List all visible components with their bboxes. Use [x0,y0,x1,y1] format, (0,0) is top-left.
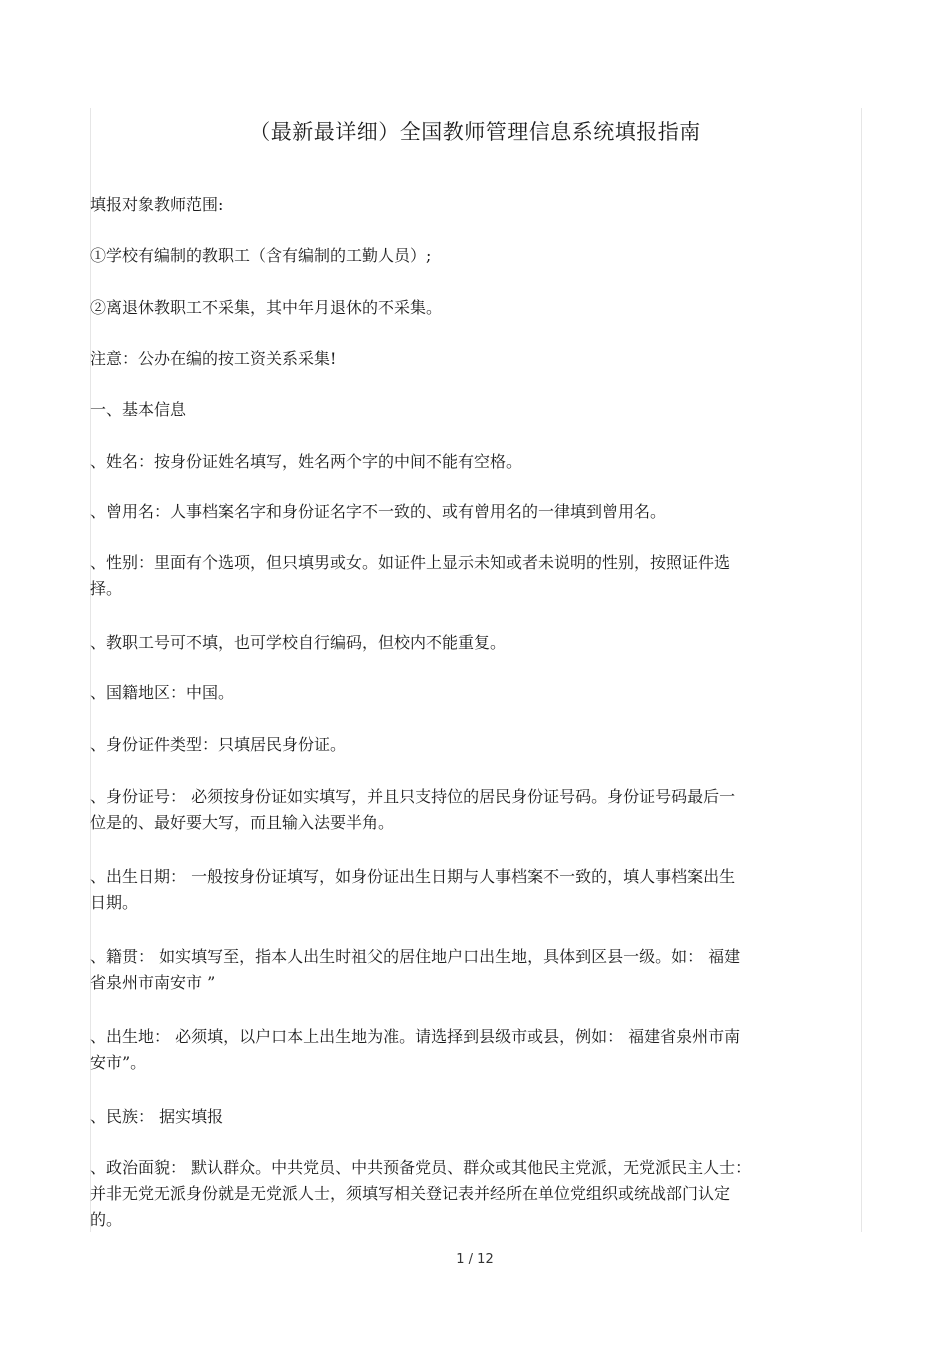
paragraph-line: 、民族： 据实填报 [90,1107,224,1126]
paragraph-line: 、出生地： 必须填，以户口本上出生地为准。请选择到县级市或县，例如： 福建省泉州市南 [90,1027,741,1046]
paragraph [90,550,860,602]
paragraph [90,192,860,218]
paragraph [90,243,860,269]
paragraph [90,346,860,372]
paragraph [90,1155,860,1233]
paragraph-line: 、身份证件类型：只填居民身份证。 [90,735,347,754]
paragraph-line: ①学校有编制的教职工（含有编制的工勤人员）; [90,246,432,265]
paragraph [90,1024,860,1076]
paragraph-line: 、姓名：按身份证姓名填写，姓名两个字的中间不能有空格。 [90,452,523,471]
paragraph [90,944,860,996]
paragraph-line: 、籍贯： 如实填写至，指本人出生时祖父的居住地户口出生地，具体到区县一级。如： 福建 [90,947,741,966]
paragraph [90,864,860,916]
paragraph [90,449,860,475]
page-number: 1 / 12 [456,1252,494,1267]
paragraph [90,732,860,758]
paragraph [90,784,860,836]
paragraph-line: 安市”。 [90,1053,147,1072]
paragraph-line: 位是的、最好要大写，而且输入法要半角。 [90,813,395,832]
paragraph-line: 、国籍地区：中国。 [90,683,235,702]
paragraph-line: ②离退休教职工不采集，其中年月退休的不采集。 [90,298,443,317]
paragraph-line: 的。 [90,1210,123,1229]
paragraph-line: 、出生日期： 一般按身份证填写，如身份证出生日期与人事档案不一致的，填人事档案出生 [90,867,736,886]
paragraph [90,1104,860,1130]
paragraph-line: 一、基本信息 [90,400,187,419]
document-title: （最新最详细）全国教师管理信息系统填报指南 [249,120,701,144]
paragraph-line: 省泉州市南安市 ” [90,973,216,992]
paragraph-line: 、性别：里面有个选项，但只填男或女。如证件上显示未知或者未说明的性别，按照证件选 [90,553,731,572]
paragraph-line: 日期。 [90,893,139,912]
paragraph [90,397,860,423]
paragraph-line: 注意：公办在编的按工资关系采集! [90,349,337,368]
paragraph [90,630,860,656]
paragraph-line: 、政治面貌： 默认群众。中共党员、中共预备党员、群众或其他民主党派，无党派民主人士： [90,1158,752,1177]
paragraph-line: 择。 [90,579,123,598]
paragraph [90,499,860,525]
paragraph [90,295,860,321]
paragraph-line: 填报对象教师范围: [90,195,224,214]
paragraph-line: 、曾用名：人事档案名字和身份证名字不一致的、或有曾用名的一律填到曾用名。 [90,502,667,521]
paragraph-line: 、教职工号可不填，也可学校自行编码，但校内不能重复。 [90,633,507,652]
paragraph-line: 并非无党无派身份就是无党派人士，须填写相关登记表并经所在单位党组织或统战部门认定 [90,1184,731,1203]
paragraph [90,680,860,706]
paragraph-line: 、身份证号： 必须按身份证如实填写，并且只支持位的居民身份证号码。身份证号码最后一 [90,787,736,806]
